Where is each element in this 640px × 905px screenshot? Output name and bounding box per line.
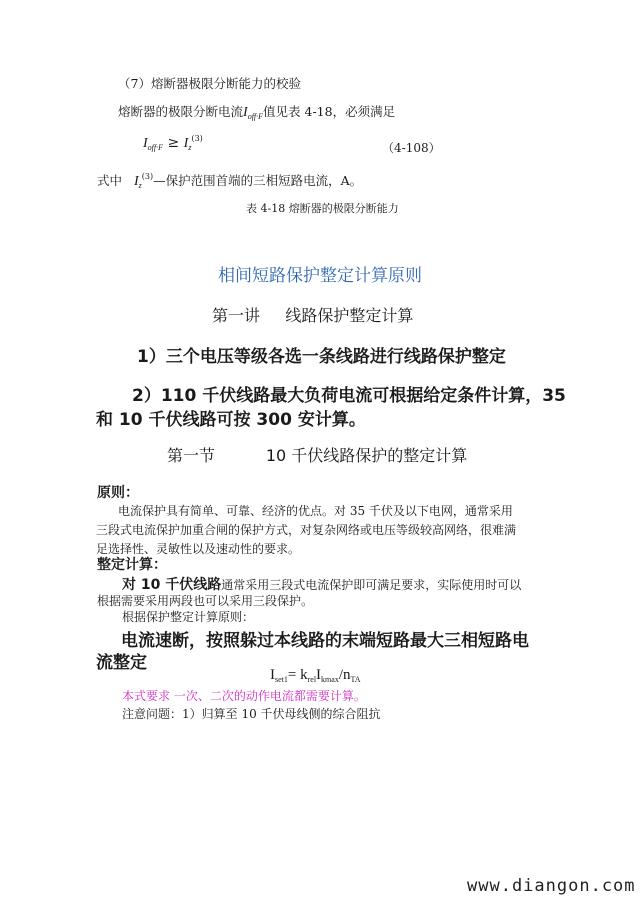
where-line — [97, 171, 362, 190]
formula-right-superscript: (3) — [191, 134, 203, 143]
formula-right-subscript: z — [188, 143, 192, 152]
requirement-note: 本式要求 一次、二次的动作电流都需要计算。 — [122, 689, 366, 703]
item-2-line-1: 2）110 千伏线路最大负荷电流可根据给定条件计算，35 — [132, 386, 566, 406]
f2-I2-sub: kmax — [321, 675, 339, 684]
item-2-line-2: 和 10 千伏线路可按 300 安计算。 — [96, 410, 366, 430]
calc-line-1 — [122, 574, 521, 594]
f2-I-sub: set1 — [275, 675, 288, 684]
calc-rest: 通常采用三段式电流保护即可满足要求，实际使用时可以 — [221, 578, 522, 592]
principle-line-1: 电流保护具有简单、可靠、经济的优点。对 35 千伏及以下电网，通常采用 — [118, 504, 513, 518]
fuse-heading: （7）熔断器极限分断能力的校验 — [118, 76, 301, 91]
f2-div: /n — [338, 667, 351, 683]
f2-n-sub: TA — [350, 675, 361, 684]
fuse-intro-tail: 值见表 4-18，必须满足 — [263, 104, 396, 119]
where-text: —保护范围首端的三相短路电流，A。 — [153, 173, 363, 188]
where-subscript: z — [138, 181, 142, 190]
watermark-url: www.diangon.com — [467, 876, 636, 896]
where-superscript: (3) — [141, 172, 154, 181]
formula-4-108 — [143, 134, 203, 152]
calc-line-2: 根据需要采用两段也可以采用三段保护。 — [97, 594, 314, 608]
fuse-intro-subscript: off·F — [247, 112, 264, 121]
quick-break-line-1: 电流速断，按照躲过本线路的末端短路最大三相短路电 — [121, 631, 529, 651]
formula-relation: ≥ — [167, 135, 180, 151]
section-heading: 第一节 10 千伏线路保护的整定计算 — [167, 446, 468, 465]
fuse-intro-line — [118, 102, 395, 121]
f2-I: I — [270, 667, 275, 683]
calc-line-3: 根据保护整定计算原则： — [122, 610, 255, 624]
formula-left-symbol: I — [143, 136, 148, 151]
formula-right-symbol: I — [183, 136, 189, 151]
calc-heading: 整定计算： — [97, 557, 167, 573]
page-title: 相间短路保护整定计算原则 — [218, 266, 422, 286]
fuse-intro-text: 熔断器的极限分断电流 — [118, 104, 244, 119]
lecture-heading: 第一讲 线路保护整定计算 — [212, 306, 414, 325]
principle-line-2: 三段式电流保护加重合闸的保护方式，对复杂网络或电压等级较高网络，很难满 — [96, 523, 517, 537]
f2-eq: = k — [287, 667, 308, 683]
setting-formula — [270, 667, 361, 684]
f2-I2: I — [316, 667, 322, 683]
formula-left-subscript: off·F — [147, 143, 164, 152]
where-prefix: 式中 — [97, 173, 123, 188]
equation-number: （4-108） — [382, 141, 441, 155]
principle-heading: 原则： — [97, 485, 139, 501]
calc-bold-lead: 对 10 千伏线路 — [122, 577, 222, 593]
where-symbol: I — [133, 174, 139, 189]
quick-break-line-2: 流整定 — [96, 653, 147, 673]
fuse-intro-symbol: I — [243, 105, 248, 120]
attention-note: 注意问题：1）归算至 10 千伏母线侧的综合阻抗 — [122, 707, 381, 721]
item-1: 1）三个电压等级各选一条线路进行线路保护整定 — [137, 347, 506, 367]
f2-k-sub: rel — [307, 675, 317, 684]
principle-line-3: 足选择性、灵敏性以及速动性的要求。 — [96, 542, 301, 556]
table-caption: 表 4-18 熔断器的极限分断能力 — [246, 202, 399, 215]
